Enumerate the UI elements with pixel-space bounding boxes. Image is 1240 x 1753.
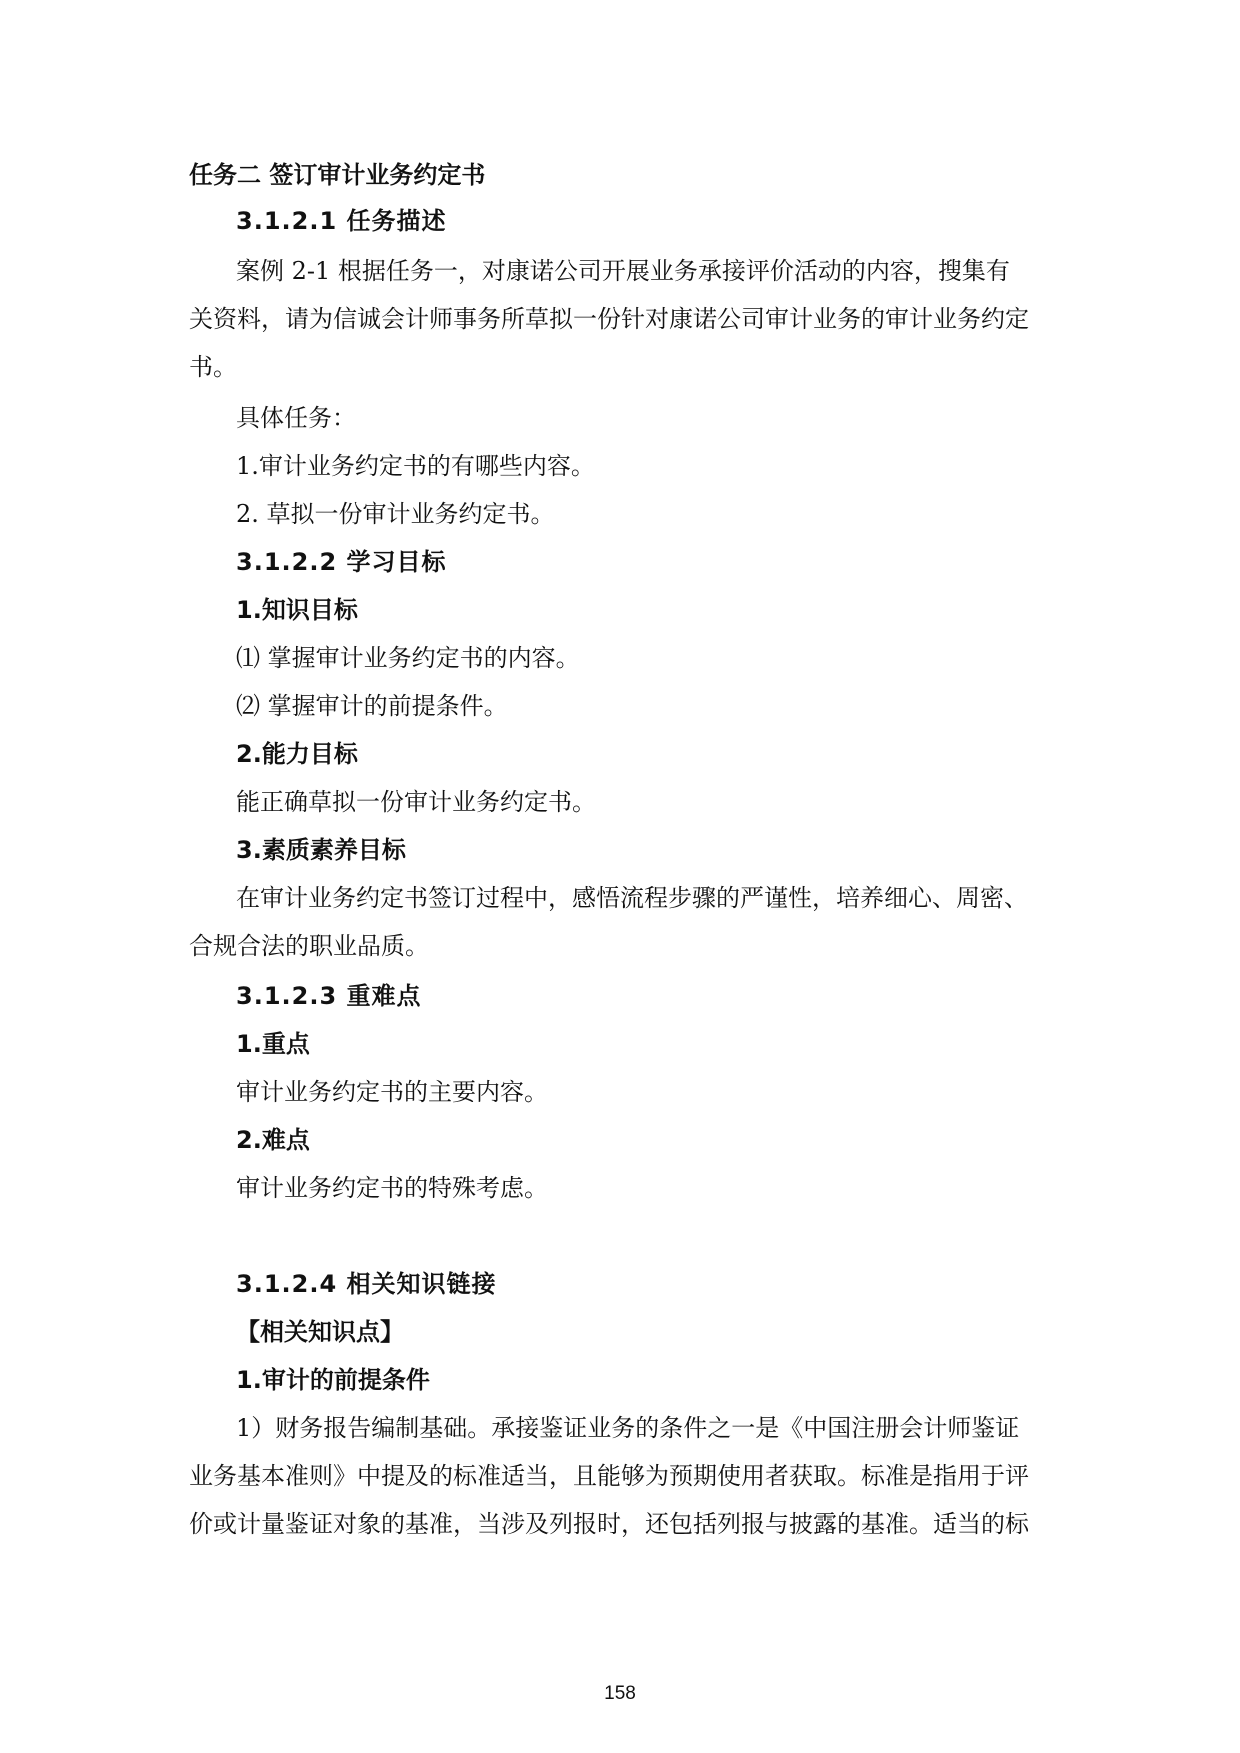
case-line-3: 书。 [189, 353, 237, 381]
knowledge-goal-title: 1.知识目标 [236, 596, 358, 624]
prerequisite-line-2: 业务基本准则》中提及的标准适当，且能够为预期使用者获取。标准是指用于评 [189, 1462, 1029, 1490]
prerequisite-line-3: 价或计量鉴证对象的基准，当涉及列报时，还包括列报与披露的基准。适当的标 [189, 1510, 1029, 1538]
task-item-1: 1.审计业务约定书的有哪些内容。 [236, 452, 595, 480]
key-point-text: 审计业务约定书的主要内容。 [236, 1078, 548, 1106]
case-line-2: 关资料，请为信诚会计师事务所草拟一份针对康诺公司审计业务的审计业务约定 [189, 305, 1029, 333]
prerequisite-title: 1.审计的前提条件 [236, 1366, 430, 1394]
ability-goal-title: 2.能力目标 [236, 740, 358, 768]
heading-task-description: 3.1.2.1 任务描述 [236, 207, 447, 235]
quality-line-2: 合规合法的职业品质。 [189, 932, 429, 960]
prerequisite-line-1: 1）财务报告编制基础。承接鉴证业务的条件之一是《中国注册会计师鉴证 [236, 1414, 1020, 1442]
knowledge-points-label: 【相关知识点】 [236, 1318, 404, 1346]
key-point-title: 1.重点 [236, 1030, 310, 1058]
difficult-point-text: 审计业务约定书的特殊考虑。 [236, 1174, 548, 1202]
difficult-point-title: 2.难点 [236, 1126, 310, 1154]
task-item-2: 2. 草拟一份审计业务约定书。 [236, 500, 555, 528]
quality-goal-title: 3.素质素养目标 [236, 836, 406, 864]
ability-goal-text: 能正确草拟一份审计业务约定书。 [236, 788, 596, 816]
page-number: 158 [604, 1683, 636, 1704]
knowledge-item-2: ⑵ 掌握审计的前提条件。 [236, 692, 508, 720]
heading-key-points: 3.1.2.3 重难点 [236, 982, 422, 1010]
case-line-1: 案例 2-1 根据任务一，对康诺公司开展业务承接评价活动的内容，搜集有 [236, 257, 1010, 285]
quality-line-1: 在审计业务约定书签订过程中，感悟流程步骤的严谨性，培养细心、周密、 [236, 884, 1028, 912]
section-title: 任务二 签订审计业务约定书 [189, 161, 486, 189]
heading-learning-goals: 3.1.2.2 学习目标 [236, 548, 447, 576]
heading-knowledge-links: 3.1.2.4 相关知识链接 [236, 1270, 497, 1298]
knowledge-item-1: ⑴ 掌握审计业务约定书的内容。 [236, 644, 580, 672]
tasks-label: 具体任务： [236, 404, 356, 432]
